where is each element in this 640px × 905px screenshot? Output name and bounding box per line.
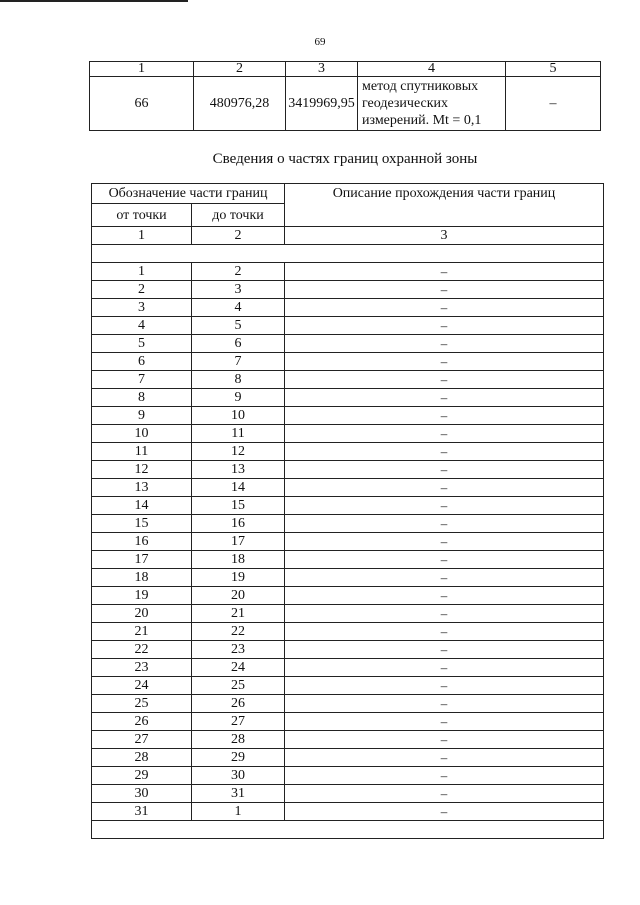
from-point: 14 [92,497,192,515]
from-point: 17 [92,551,192,569]
to-point: 14 [192,479,285,497]
table-row [92,605,604,623]
table-row [92,371,604,389]
from-point: 12 [92,461,192,479]
boundary-parts-table [91,183,604,839]
from-point: 23 [92,659,192,677]
table-row [92,425,604,443]
to-point: 10 [192,407,285,425]
table-row [92,641,604,659]
col-header-3: 3 [286,62,358,77]
table-row [92,479,604,497]
header-to: до точки [192,204,285,227]
from-point: 27 [92,731,192,749]
from-point: 18 [92,569,192,587]
table-row [92,587,604,605]
table-row [92,263,604,281]
table-row [92,461,604,479]
top-rule [0,0,188,2]
description: – [285,479,604,497]
section-title: Сведения о частях границ охранной зоны [212,151,478,167]
description: – [285,659,604,677]
table-row [92,407,604,425]
table-row [92,731,604,749]
to-point: 15 [192,497,285,515]
coordinates-row [90,77,601,131]
from-point: 30 [92,785,192,803]
table-row [92,767,604,785]
table-row [92,515,604,533]
table-row [92,569,604,587]
from-point: 16 [92,533,192,551]
description: – [285,263,604,281]
header-group: Обозначение части границ [92,184,285,204]
from-point: 9 [92,407,192,425]
col-number-3: 3 [285,227,604,245]
blank-row [92,821,604,839]
from-point: 3 [92,299,192,317]
table-row [92,389,604,407]
description: – [285,587,604,605]
to-point: 24 [192,659,285,677]
description: – [285,281,604,299]
header-row-1 [92,184,604,204]
table-row [92,695,604,713]
col-header-5: 5 [506,62,601,77]
description: – [285,515,604,533]
description: – [285,677,604,695]
to-point: 7 [192,353,285,371]
description: – [285,641,604,659]
description: – [285,695,604,713]
to-point: 17 [192,533,285,551]
header-from: от точки [92,204,192,227]
description: – [285,299,604,317]
description: – [285,425,604,443]
to-point: 23 [192,641,285,659]
table-row [92,785,604,803]
description: – [285,353,604,371]
to-point: 8 [192,371,285,389]
to-point: 19 [192,569,285,587]
table-row [92,335,604,353]
table-row [92,533,604,551]
description: – [285,533,604,551]
to-point: 29 [192,749,285,767]
description: – [285,623,604,641]
to-point: 9 [192,389,285,407]
table-row [92,749,604,767]
from-point: 7 [92,371,192,389]
from-point: 22 [92,641,192,659]
method-description: метод спутниковых геодезических измерений. Mt = 0,1 [358,77,506,131]
col-number-1: 1 [92,227,192,245]
description: – [285,569,604,587]
description: – [285,803,604,821]
description: – [285,497,604,515]
description: – [285,785,604,803]
to-point: 27 [192,713,285,731]
to-point: 31 [192,785,285,803]
description: – [285,767,604,785]
description: – [285,749,604,767]
x-coordinate: 480976,28 [194,77,286,131]
to-point: 13 [192,461,285,479]
to-point: 25 [192,677,285,695]
description: – [285,407,604,425]
to-point: 16 [192,515,285,533]
table-row [92,497,604,515]
from-point: 19 [92,587,192,605]
to-point: 28 [192,731,285,749]
table-row [92,299,604,317]
to-point: 22 [192,623,285,641]
header-description: Описание прохождения части границ [285,184,604,227]
from-point: 26 [92,713,192,731]
description: – [285,461,604,479]
table-row [92,659,604,677]
y-coordinate: 3419969,95 [286,77,358,131]
table-row [92,713,604,731]
from-point: 13 [92,479,192,497]
description: – [285,371,604,389]
from-point: 6 [92,353,192,371]
to-point: 21 [192,605,285,623]
table-row [92,281,604,299]
from-point: 31 [92,803,192,821]
from-point: 20 [92,605,192,623]
description: – [285,389,604,407]
description: – [285,605,604,623]
col-number-2: 2 [192,227,285,245]
table-row [92,443,604,461]
to-point: 30 [192,767,285,785]
blank-cell [92,245,604,263]
description: – [285,731,604,749]
page-number: 69 [314,36,326,48]
to-point: 3 [192,281,285,299]
coordinates-table [89,61,601,131]
point-number: 66 [90,77,194,131]
col5-value: – [506,77,601,131]
from-point: 5 [92,335,192,353]
to-point: 1 [192,803,285,821]
to-point: 5 [192,317,285,335]
to-point: 2 [192,263,285,281]
from-point: 25 [92,695,192,713]
to-point: 6 [192,335,285,353]
table-row [92,677,604,695]
from-point: 2 [92,281,192,299]
to-point: 26 [192,695,285,713]
from-point: 1 [92,263,192,281]
table-row [92,353,604,371]
from-point: 21 [92,623,192,641]
description: – [285,551,604,569]
to-point: 12 [192,443,285,461]
from-point: 29 [92,767,192,785]
description: – [285,713,604,731]
description: – [285,443,604,461]
from-point: 11 [92,443,192,461]
description: – [285,317,604,335]
table-row [92,803,604,821]
from-point: 28 [92,749,192,767]
from-point: 24 [92,677,192,695]
blank-row [92,245,604,263]
col-header-2: 2 [194,62,286,77]
from-point: 8 [92,389,192,407]
from-point: 4 [92,317,192,335]
to-point: 18 [192,551,285,569]
table-row [92,623,604,641]
from-point: 10 [92,425,192,443]
table-row [92,317,604,335]
coordinates-header-row [90,62,601,77]
description: – [285,335,604,353]
col-header-1: 1 [90,62,194,77]
blank-cell [92,821,604,839]
table-row [92,551,604,569]
to-point: 11 [192,425,285,443]
column-number-row [92,227,604,245]
to-point: 20 [192,587,285,605]
col-header-4: 4 [358,62,506,77]
to-point: 4 [192,299,285,317]
from-point: 15 [92,515,192,533]
